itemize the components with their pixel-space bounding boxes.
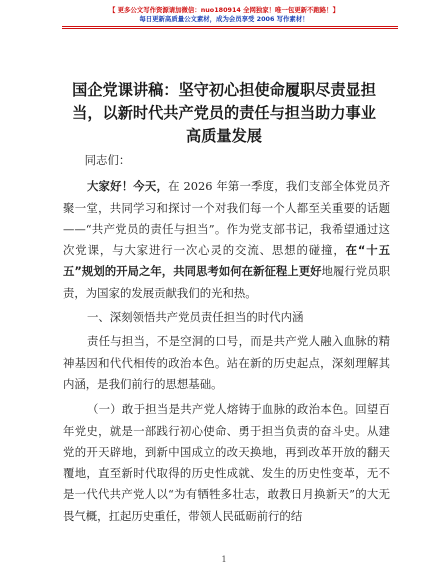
banner-rule-bottom [62, 28, 398, 29]
intro-text-2: 地履行党员职责，为国家的发展贡献我们的光和热。 [63, 264, 390, 300]
section-heading: 一、深刻领悟共产党员责任担当的时代内涵 [86, 310, 304, 325]
greeting: 同志们： [84, 153, 131, 167]
page-number: 1 [221, 555, 227, 564]
document-body [63, 150, 390, 527]
document-title [56, 79, 392, 148]
banner-rule-top [62, 26, 398, 27]
intro-text-1: 在 2026 年第一季度，我们支部全体党员齐聚一堂，共同学习和探讨一个对我们每一个人都至关重要的话题——“共产党员的责任与担当”。作为党支部书记，我希望通过这次党课，与大家进行一次心灵的交流、思想的碰撞， [63, 179, 390, 258]
intro-bold-text: 在“十五五”规划的开局之年，共同思考如何在新征程上更好 [63, 243, 390, 279]
promo-banner [0, 6, 448, 24]
intro-lead: 大家好！今天， [86, 179, 169, 194]
banner-line-1: 【 更多公文写作资源请加微信：nuo180914 全网独家！唯一包更新不跑路！】 [109, 6, 339, 14]
banner-line-2: 每日更新高质量公文素材，成为会员享受 2006 写作素材！ [139, 15, 309, 23]
section-paragraph-2: （一）敢于担当是共产党人熔铸于血脉的政治本色。回望百年党史，就是一部践行初心使命、勇于担当负责的奋斗史。从建党的开天辟地，到新中国成立的改天换地，再到改革开放的翻天覆地，直至新时代取得的历史性成就、发生的历史性变革，无不是一代代共产党人以“为有牺牲多壮志，敢教日月换新天”的大无畏气概，扛起历史重任，带领人民砥砺前行的结 [63, 402, 390, 523]
title-line-3: 高质量发展 [186, 127, 262, 145]
intro-paragraph [63, 176, 390, 304]
section-paragraph-1: 责任与担当，不是空洞的口号，而是共产党人融入血脉的精神基因和代代相传的政治本色。站在新的历史起点，深刻理解其内涵，是我们前行的思想基础。 [63, 334, 390, 391]
title-line-2: 当，以新时代共产党员的责任与担当助力事业 [72, 104, 376, 122]
title-line-1: 国企党课讲稿：坚守初心担使命履职尽责显担 [72, 81, 376, 99]
